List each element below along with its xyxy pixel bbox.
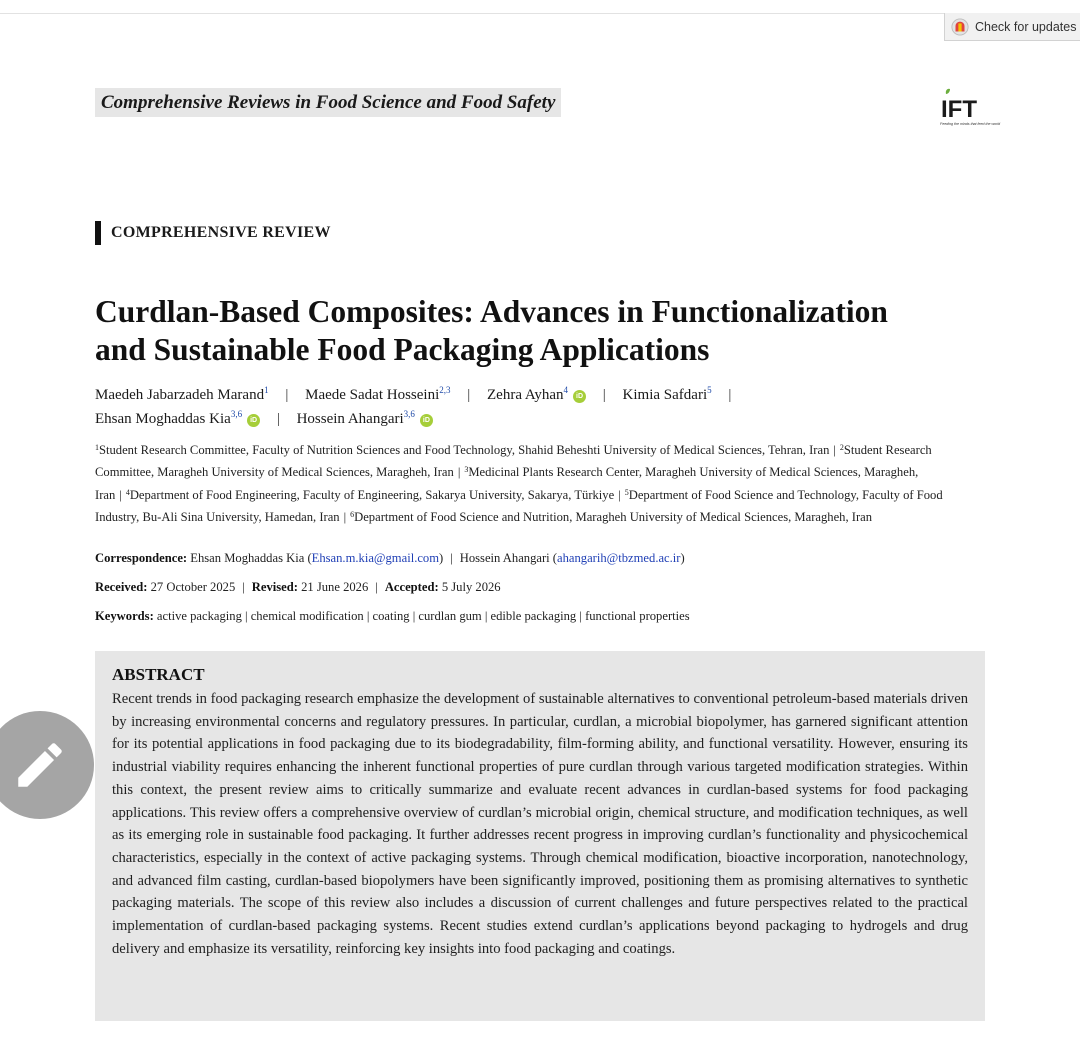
title-line-1: Curdlan-Based Composites: Advances in Functionalization [95,294,888,329]
orcid-icon[interactable]: iD [247,414,260,427]
correspondence-author: Ehsan Moghaddas Kia [190,551,305,565]
author-name[interactable]: Maedeh Jabarzadeh Marand [95,387,265,403]
svg-text:Feeding the minds that feed th: Feeding the minds that feed the world [940,122,1001,126]
affiliation-number: 3 [464,465,469,475]
check-for-updates-label: Check for updates [975,19,1077,34]
abstract-panel [95,651,985,1021]
article-section-label: COMPREHENSIVE REVIEW [111,224,331,241]
author-affiliation-ref: 2,3 [439,385,451,395]
affiliation-number: 1 [95,443,99,452]
keyword[interactable]: coating [372,609,410,623]
author-name[interactable]: Kimia Safdari [622,387,708,403]
affiliation-text: Student Research Committee, Faculty of Nutrition Sciences and Food Technology, Shahid Beheshti University of Medical Sciences, Tehran, Iran [99,443,830,457]
section-marker [95,221,101,245]
separator: | [602,387,606,403]
top-divider [0,13,1080,14]
affiliation-text: Department of Food Engineering, Faculty of Engineering, Sakarya University, Sakarya, Türkiye [129,487,615,502]
abstract-heading: ABSTRACT [112,665,205,684]
author-affiliation-ref: 4 [563,385,569,395]
correspondence-author: Hossein Ahangari [459,551,550,565]
author-affiliation-ref: 3,6 [403,409,415,419]
author-affiliation-ref: 5 [707,385,712,395]
affiliation-text: Department of Food Science and Technology, Faculty of Food Industry, Bu-Ali Sina University, Hamedan, Iran [95,487,943,524]
separator: | [285,387,289,403]
author-name[interactable]: Zehra Ayhan [487,387,564,403]
affiliation-number: 2 [839,443,844,452]
article-title [95,293,995,369]
pencil-icon [11,736,69,794]
received-date: 27 October 2025 [150,580,236,594]
orcid-icon[interactable]: iD [420,414,433,427]
keyword[interactable]: active packaging [156,609,242,623]
author-list [95,381,995,429]
correspondence-label: Correspondence: [95,551,188,565]
revised-label: Revised: [251,580,298,594]
separator: | [467,387,471,403]
author-affiliation-ref: 3,6 [230,409,243,419]
affiliation-text: Department of Food Science and Nutrition, Maragheh University of Medical Sciences, Maragheh, Iran [354,509,873,524]
separator: | [276,411,280,427]
keyword[interactable]: chemical modification [250,609,364,623]
ift-logo [936,88,1001,134]
edit-button[interactable] [0,711,94,819]
correspondence: Correspondence: Ehsan Moghaddas Kia (Ehsan.m.kia@gmail.com) | Hossein Ahangari (ahangarih@tbzmed.ac.ir) [95,551,685,565]
author-name[interactable]: Ehsan Moghaddas Kia [95,411,231,427]
orcid-icon[interactable]: iD [573,390,586,403]
accepted-label: Accepted: [384,580,439,594]
svg-text:IFT: IFT [941,96,977,123]
abstract-text: Recent trends in food packaging research emphasize the development of sustainable alternatives to conventional petroleum-based materials driven by increasing environmental concerns and regulatory pressures. In particular, curdlan, a microbial biopolymer, has garnered significant attention for its potential applications in food packaging due to its biodegradability, film-forming ability, and functional versatility. However, ensuring its industrial viability requires enhancing the inherent functional properties of pure curdlan through various targeted modification strategies. Within this context, the present review aims to critically summarize and evaluate recent advances in curdlan-based systems for food packaging applications. This review offers a comprehensive overview of curdlan’s microbial origin, chemical structure, and modification techniques, as well as its emerging role in sustainable food packaging. It further addresses recent progress in improving curdlan’s functionality and physicochemical characteristics, especially in the context of active packaging systems. Through chemical modification, bioactive incorporation, nanotechnology, and advanced film casting, curdlan-based biopolymers have been significantly improved, positioning them as promising alternatives to synthetic packaging materials. The scope of this review also includes a discussion of current challenges and future perspectives related to the practical implementation of curdlan-based packaging systems. Recent studies extend curdlan’s applications beyond packaging to hydrogels and drug delivery and emphasize its versatility, reinforcing key insights into food packaging and coatings. [112,691,968,957]
check-for-updates-button[interactable] [944,13,1080,41]
author-affiliation-ref: 1 [264,385,269,395]
keyword[interactable]: edible packaging [490,609,577,623]
article-dates: Received: 27 October 2025 | Revised: 21 June 2026 | Accepted: 5 July 2026 [95,580,501,594]
keywords: Keywords: active packaging | chemical modification | coating | curdlan gum | edible packaging | functional properties [95,609,690,623]
email-link[interactable]: Ehsan.m.kia@gmail.com [311,551,440,565]
affiliation-number: 4 [125,487,130,497]
title-line-2: and Sustainable Food Packaging Applications [95,332,710,367]
journal-name: Comprehensive Reviews in Food Science and Food Safety [95,88,561,117]
author-name[interactable]: Hossein Ahangari [296,411,404,427]
separator: | [728,387,732,403]
accepted-date: 5 July 2026 [441,580,501,594]
affiliation-text: Student Research Committee, Maragheh University of Medical Sciences, Maragheh, Iran [95,443,932,480]
received-label: Received: [95,580,148,594]
keyword[interactable]: functional properties [585,609,690,623]
affiliation-number: 5 [624,487,629,497]
affiliation-number: 6 [350,509,355,519]
crossmark-icon [951,18,969,36]
affiliation-text: Medicinal Plants Research Center, Maragheh University of Medical Sciences, Maragheh, Iran [95,465,919,502]
revised-date: 21 June 2026 [301,580,369,594]
affiliations: $^1$Student Research Committee, Faculty of Nutrition Sciences and Food Technology, Shahid Beheshti University of Medical Sciences, Tehran, Iran | $^2$Student Research Committee, Maragheh University of Medical Sciences, Maragheh, Iran | $^3$Medicinal Plants Research Center, Maragheh University of Medical Sciences, Maragheh, Iran | $^4$Department of Food Engineering, Faculty of Engineering, Sakarya University, Sakarya, Türkiye | $^5$Department of Food Science and Technology, Faculty of Food Industry, Bu-Ali Sina University, Hamedan, Iran | $^6$Department of Food Science and Nutrition, Maragheh University of Medical Sciences, Maragheh, Iran [95,443,943,524]
email-link[interactable]: ahangarih@tbzmed.ac.ir [557,551,681,565]
keywords-label: Keywords: [95,609,154,623]
keyword[interactable]: curdlan gum [418,609,482,623]
author-name[interactable]: Maede Sadat Hosseini [305,387,440,403]
